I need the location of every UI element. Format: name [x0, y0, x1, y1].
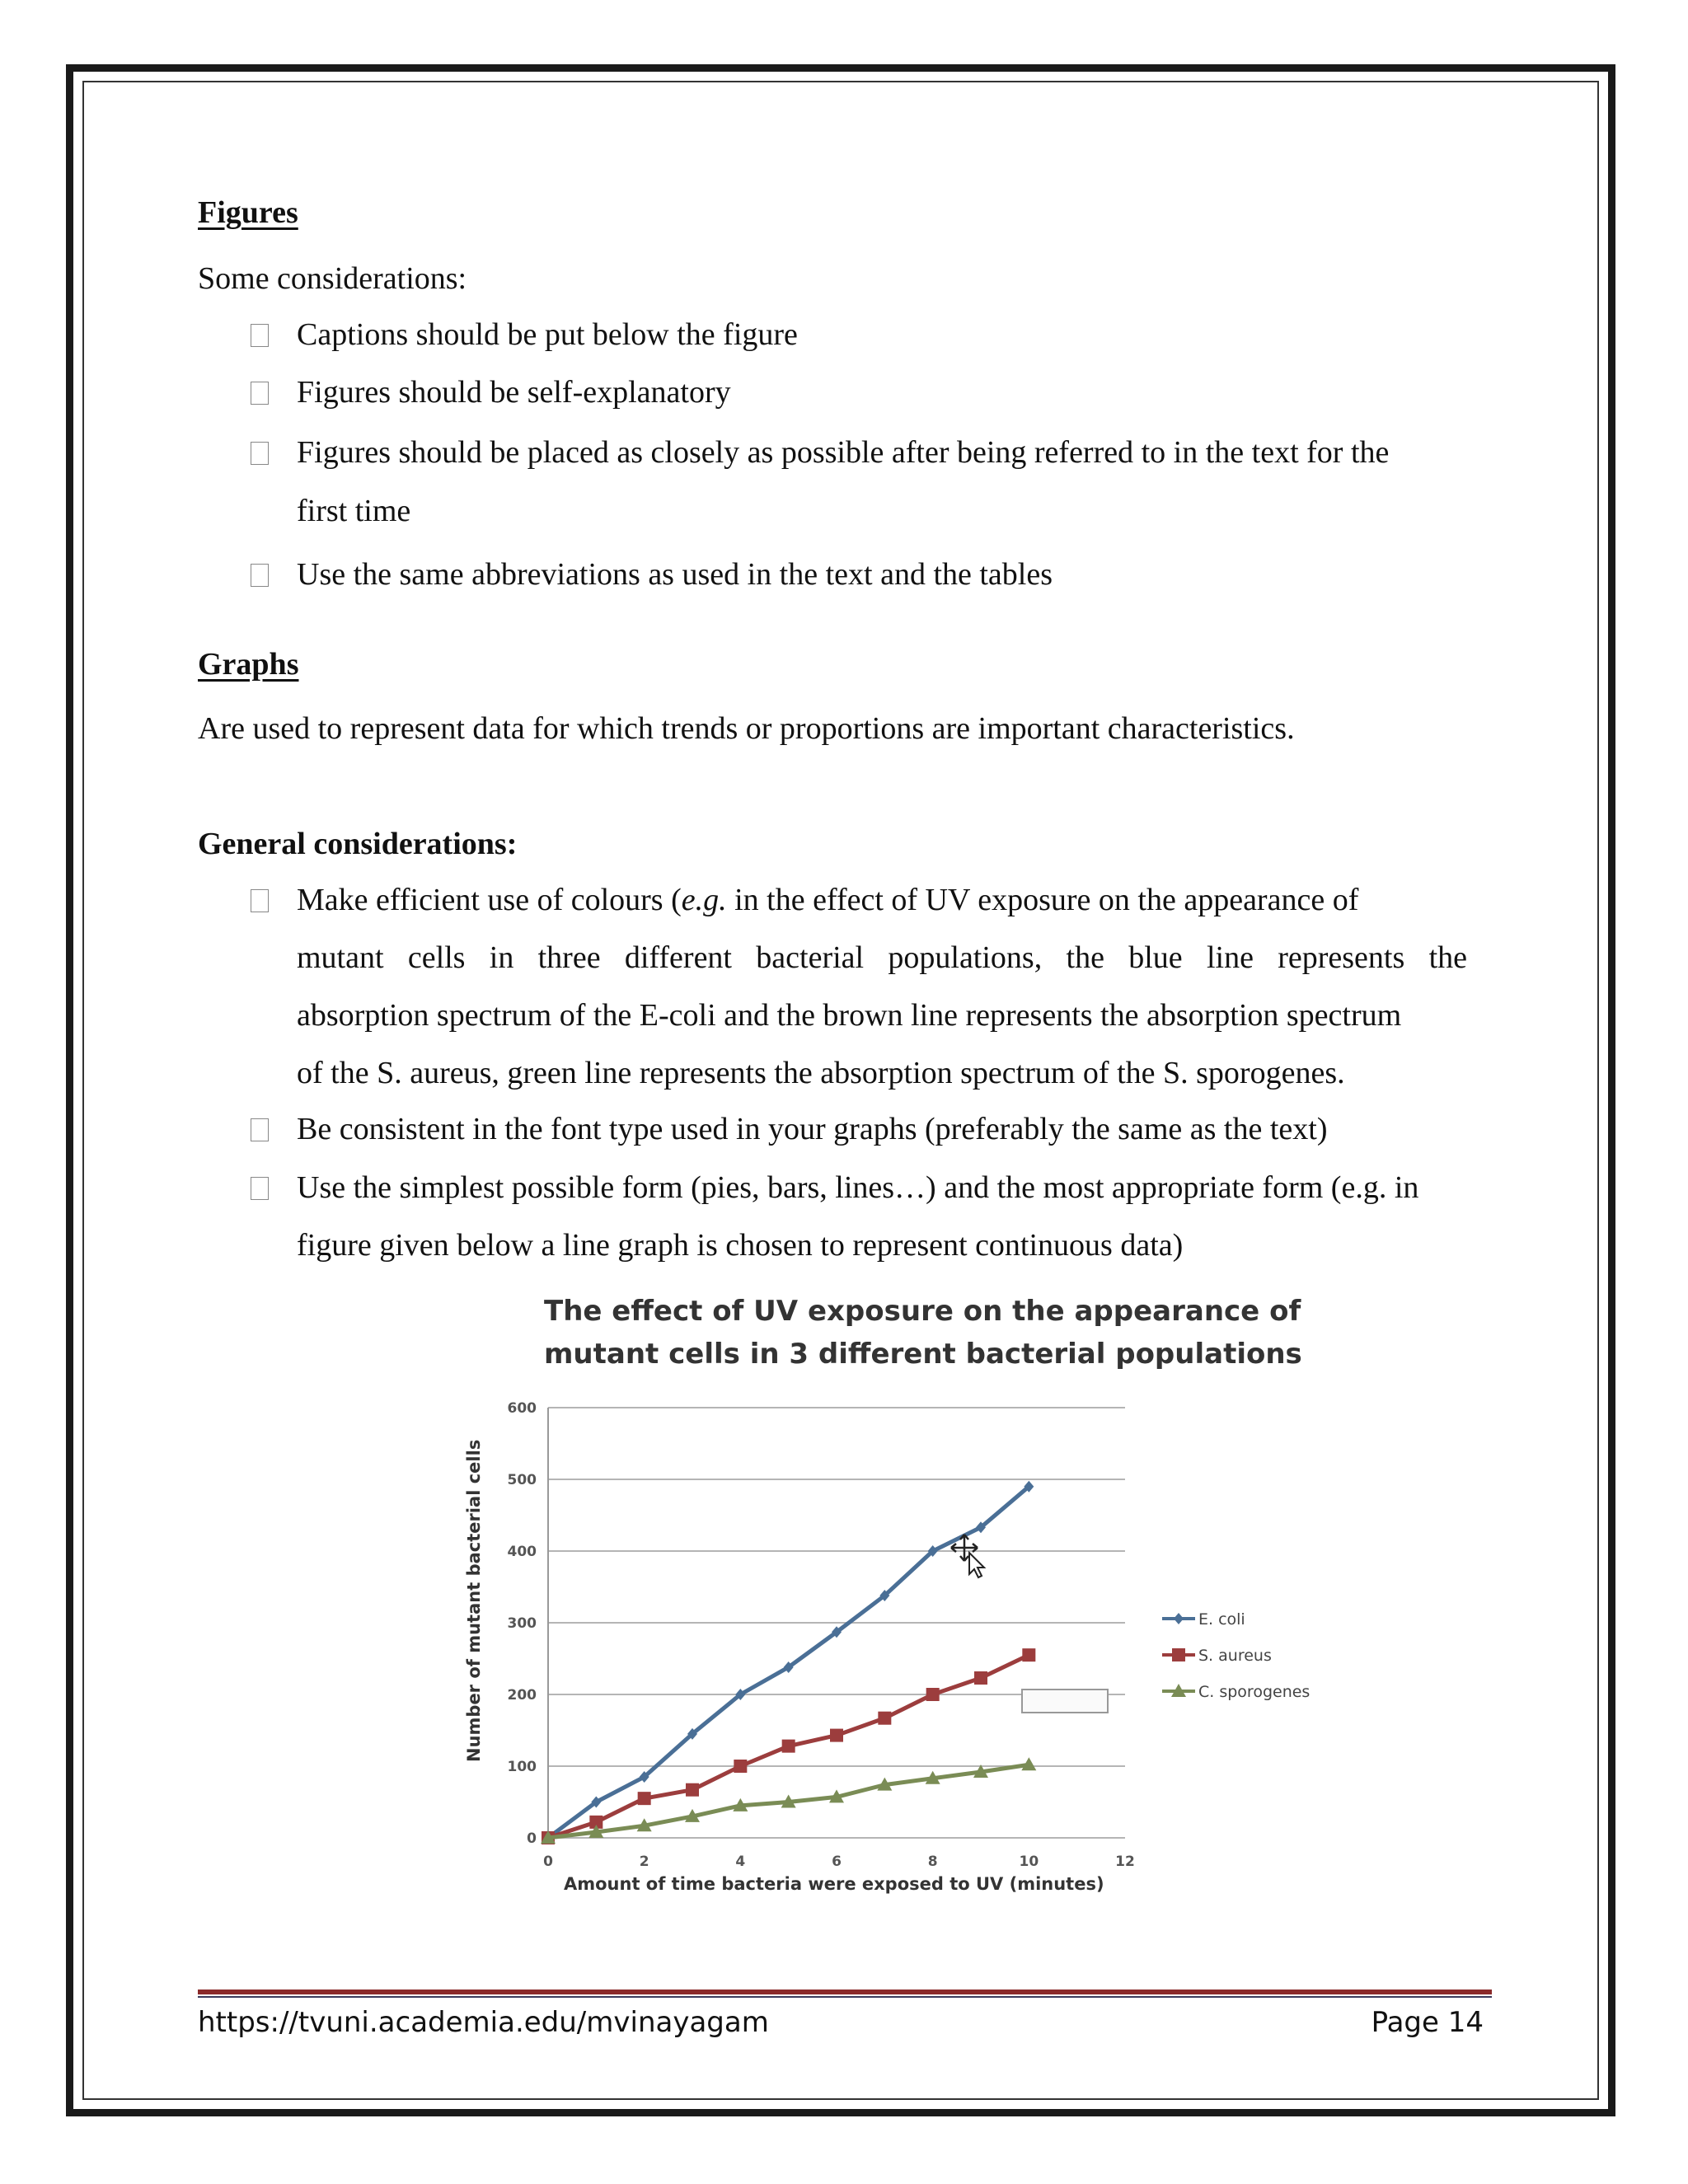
general-bullet-3-line-1: Use the simplest possible form (pies, bars, lines…) and the most appropriate form (e.g. in: [297, 1170, 1419, 1205]
y-tick-label-400: 400: [507, 1544, 537, 1560]
footer-rule: [198, 1990, 1492, 1994]
chart-gridlines: [548, 1408, 1125, 1838]
chart-y-axis-label: Number of mutant bacterial cells: [464, 1439, 484, 1762]
general-bullet-3-line-2: figure given below a line graph is chosen to represent continuous data): [297, 1228, 1184, 1263]
bullet-box-icon: [251, 382, 269, 405]
figures-bullet-2: Figures should be self-explanatory: [297, 375, 731, 410]
legend-label-e-coli: E. coli: [1198, 1610, 1245, 1629]
chart-series: [541, 1481, 1036, 1844]
legend-marker-s-aureus: [1172, 1648, 1185, 1661]
x-tick-label-6: 6: [832, 1854, 842, 1870]
bullet-box-icon: [251, 889, 269, 912]
figures-bullet-3-cont: first time: [297, 494, 411, 528]
x-tick-label-10: 10: [1019, 1854, 1039, 1870]
figures-heading: Figures: [198, 195, 298, 230]
y-tick-label-200: 200: [507, 1687, 537, 1704]
bullet-box-icon: [251, 442, 269, 465]
figures-bullet-3: Figures should be placed as closely as possible after being referred to in the text for the: [297, 435, 1390, 470]
bullet-box-icon: [251, 564, 269, 587]
data-point-s-aureus-2: [638, 1792, 651, 1805]
data-point-s-aureus-5: [782, 1740, 795, 1753]
legend-marker-e-coli: [1174, 1613, 1184, 1624]
data-point-s-aureus-4: [734, 1760, 747, 1773]
y-tick-label-0: 0: [527, 1830, 537, 1847]
chart-tooltip-box: [1022, 1690, 1108, 1713]
uv-exposure-line-chart: [462, 1284, 1335, 1910]
chart-title-line-1: The effect of UV exposure on the appearance of: [544, 1295, 1301, 1328]
general-bullet-1-line-4: of the S. aureus, green line represents the absorption spectrum of the S. sporogenes.: [297, 1056, 1345, 1090]
bullet-box-icon: [251, 1118, 269, 1141]
legend-label-s-aureus: S. aureus: [1198, 1647, 1272, 1665]
footer-page-number: Page 14: [1371, 2006, 1484, 2039]
bullet-box-icon: [251, 1177, 269, 1200]
data-point-s-aureus-10: [1022, 1648, 1035, 1661]
y-tick-label-100: 100: [507, 1759, 537, 1775]
x-tick-label-12: 12: [1115, 1854, 1135, 1870]
data-point-s-aureus-8: [926, 1688, 940, 1701]
chart-title-line-2: mutant cells in 3 different bacterial populations: [544, 1338, 1302, 1371]
bullet-1-text-eg: e.g.: [681, 883, 727, 917]
data-point-s-aureus-6: [830, 1729, 843, 1742]
chart-x-axis-label: Amount of time bacteria were exposed to UV (minutes): [564, 1874, 1104, 1894]
x-tick-label-2: 2: [639, 1854, 649, 1870]
bullet-box-icon: [251, 324, 269, 347]
graphs-heading: Graphs: [198, 647, 299, 682]
general-bullet-1-line-1: [297, 880, 1358, 920]
footer-rule-thin: [198, 1996, 1492, 1998]
figures-bullet-4: Use the same abbreviations as used in the text and the tables: [297, 557, 1053, 592]
legend-label-c-sporogenes: C. sporogenes: [1198, 1683, 1311, 1701]
bullet-1-text-a: Make efficient use of colours (: [297, 883, 682, 917]
data-point-s-aureus-3: [686, 1783, 699, 1797]
general-heading: General considerations:: [198, 827, 518, 861]
y-tick-label-600: 600: [507, 1400, 537, 1417]
y-tick-label-300: 300: [507, 1615, 537, 1632]
x-tick-label-4: 4: [735, 1854, 746, 1870]
y-tick-label-500: 500: [507, 1472, 537, 1488]
bullet-1-text-b: in the effect of UV exposure on the appearance of: [726, 883, 1359, 917]
general-bullet-1-line-2: mutant cells in three different bacterial populations, the blue line represents the: [297, 940, 1467, 975]
x-tick-label-8: 8: [927, 1854, 938, 1870]
figures-intro: Some considerations:: [198, 261, 467, 296]
data-point-s-aureus-9: [974, 1671, 987, 1685]
x-tick-label-0: 0: [543, 1854, 553, 1870]
data-point-s-aureus-7: [878, 1712, 891, 1725]
general-bullet-2: Be consistent in the font type used in your graphs (preferably the same as the text): [297, 1112, 1328, 1146]
chart-legend: [1162, 1610, 1310, 1701]
general-bullet-1-line-3: absorption spectrum of the E-coli and the brown line represents the absorption spectrum: [297, 998, 1402, 1033]
figures-bullet-1: Captions should be put below the figure: [297, 317, 798, 352]
footer-url: https://tvuni.academia.edu/mvinayagam: [198, 2006, 769, 2039]
graphs-intro: Are used to represent data for which trends or proportions are important characteristics.: [198, 711, 1295, 746]
